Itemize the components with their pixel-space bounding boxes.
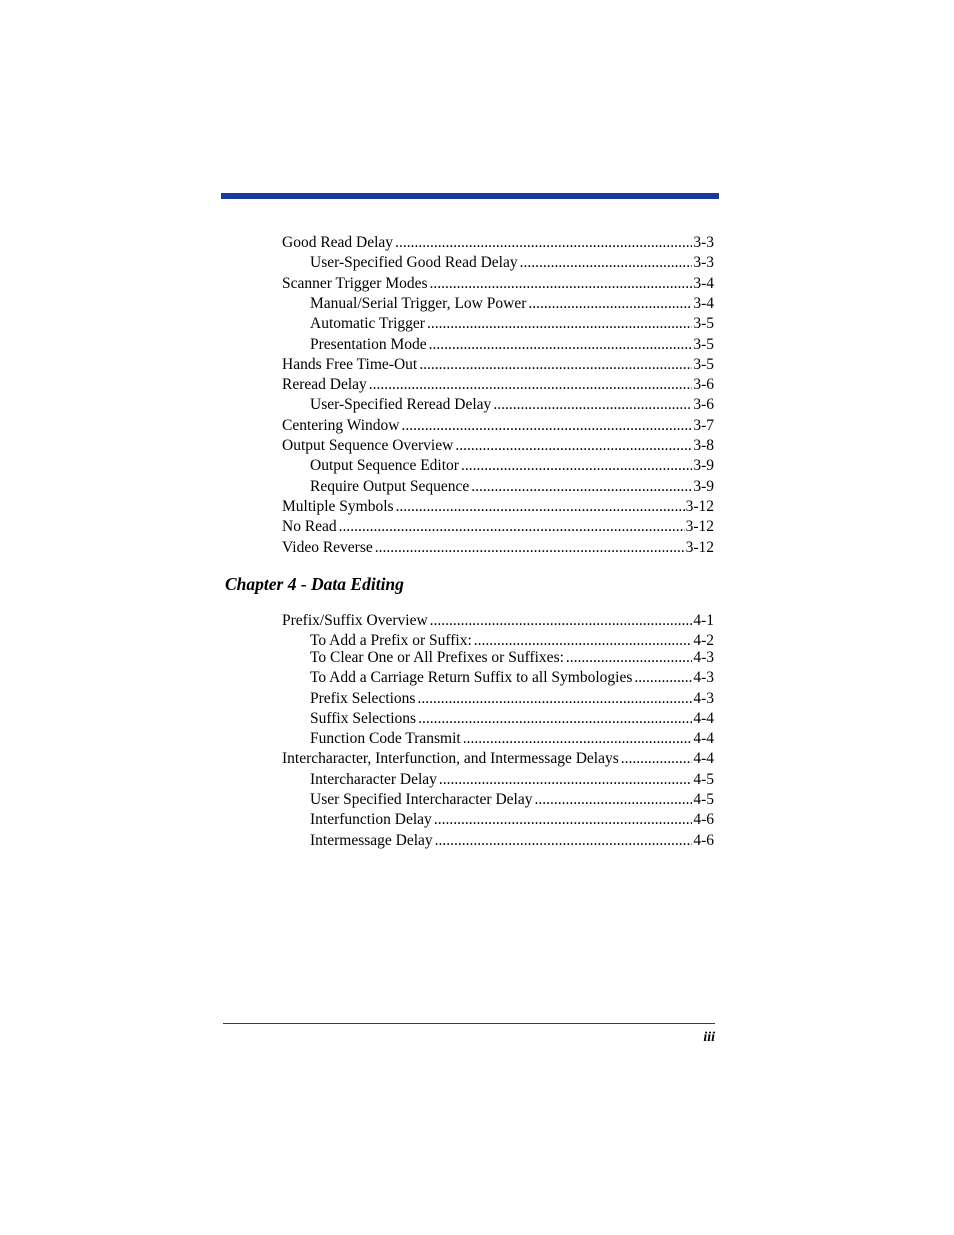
dot-leader [520, 253, 693, 273]
toc-entry-label: No Read [282, 518, 337, 536]
dot-leader [434, 810, 693, 830]
dot-leader [471, 477, 692, 497]
toc-entry-label: User Specified Intercharacter Delay [310, 791, 533, 808]
toc-entry-page: 3-4 [693, 274, 714, 292]
dot-leader [463, 729, 693, 749]
toc-entry-page: 3-12 [685, 518, 714, 536]
toc-entry[interactable] [310, 294, 714, 314]
toc-entry-page: 3-4 [693, 294, 714, 312]
dot-leader [418, 709, 692, 729]
toc-entry[interactable] [310, 456, 714, 476]
toc-entry-label: Suffix Selections [310, 710, 417, 727]
toc-entry-page: 3-8 [693, 437, 714, 454]
toc-entry-label: Scanner Trigger Modes [282, 274, 428, 292]
dot-leader [634, 668, 692, 688]
toc-entry-label: Multiple Symbols [282, 497, 394, 515]
toc-entry-page: 4-6 [693, 832, 714, 849]
toc-entry[interactable] [310, 729, 714, 749]
dot-leader [430, 274, 693, 294]
toc-entry-page: 4-5 [693, 771, 714, 788]
toc-entry[interactable] [310, 314, 714, 334]
toc-entry-page: 3-9 [693, 457, 714, 475]
toc-entry-label: Reread Delay [282, 376, 367, 394]
toc-entry-label: Output Sequence Editor [310, 457, 459, 475]
toc-entry-page: 4-3 [693, 690, 714, 707]
toc-entry-label: Good Read Delay [282, 234, 394, 251]
toc-entry-page: 4-6 [693, 811, 714, 828]
toc-entry-label: Automatic Trigger [310, 315, 425, 333]
toc-entry[interactable] [282, 749, 714, 769]
dot-leader [339, 517, 685, 537]
toc-entry[interactable] [310, 395, 714, 415]
dot-leader [401, 416, 692, 436]
toc-entry-page: 3-7 [693, 416, 714, 434]
page-number: iii [703, 1030, 715, 1045]
toc-entry[interactable] [282, 517, 714, 537]
toc-entry-label: Intermessage Delay [310, 832, 433, 849]
toc-entry[interactable] [310, 668, 714, 688]
dot-leader [566, 648, 692, 668]
toc-entry-page: 4-4 [693, 750, 714, 767]
toc-entry-page: 3-12 [685, 497, 714, 515]
dot-leader [493, 395, 692, 415]
dot-leader [396, 497, 685, 517]
toc-entry-page: 3-3 [693, 234, 714, 251]
toc-entry-page: 4-3 [693, 649, 714, 666]
dot-leader [429, 335, 693, 355]
toc-entry-label: To Add a Carriage Return Suffix to all Symbologies [310, 669, 633, 686]
toc-entry[interactable] [310, 253, 714, 273]
footer-rule [223, 1023, 715, 1024]
toc-entry[interactable] [310, 648, 714, 668]
toc-entry-label: Manual/Serial Trigger, Low Power [310, 294, 527, 312]
toc-entry-label: Require Output Sequence [310, 477, 470, 495]
toc-entry-page: 3-12 [685, 538, 714, 556]
dot-leader [430, 611, 693, 631]
toc-entry[interactable] [310, 831, 714, 851]
dot-leader [417, 689, 692, 709]
chapter-heading[interactable]: Chapter 4 - Data Editing [225, 574, 404, 594]
dot-leader [439, 770, 692, 790]
dot-leader [435, 831, 693, 851]
toc-entry-label: Centering Window [282, 416, 400, 434]
toc-entry-label: Intercharacter, Interfunction, and Intermessage Delays [282, 750, 619, 767]
toc-entry-page: 3-5 [693, 355, 714, 373]
dot-leader [461, 456, 692, 476]
toc-entry[interactable] [310, 790, 714, 810]
toc-entry-label: To Clear One or All Prefixes or Suffixes: [310, 649, 564, 666]
dot-leader [534, 790, 692, 810]
dot-leader [455, 436, 692, 456]
toc-entry[interactable] [282, 611, 714, 631]
toc-entry[interactable] [282, 274, 714, 294]
toc-entry[interactable] [310, 689, 714, 709]
toc-entry-label: Prefix/Suffix Overview [282, 612, 428, 629]
toc-entry-label: Prefix Selections [310, 690, 416, 707]
toc-entry[interactable] [310, 477, 714, 497]
toc-entry-label: User-Specified Reread Delay [310, 396, 492, 414]
toc-entry-label: To Add a Prefix or Suffix: [310, 632, 472, 649]
header-rule [221, 193, 719, 199]
toc-entry-label: Intercharacter Delay [310, 771, 437, 788]
toc-entry-page: 3-9 [693, 477, 714, 495]
toc-entry[interactable] [282, 416, 714, 436]
toc-entry-page: 4-4 [693, 710, 714, 727]
dot-leader [419, 355, 692, 375]
dot-leader [528, 294, 692, 314]
toc-entry-page: 3-5 [693, 315, 714, 333]
toc-entry-label: Presentation Mode [310, 335, 427, 353]
dot-leader [395, 233, 692, 253]
toc-entry-label: Output Sequence Overview [282, 437, 454, 454]
toc-entry[interactable] [310, 770, 714, 790]
toc-entry[interactable] [282, 436, 714, 456]
toc-entry[interactable] [282, 233, 714, 253]
toc-entry[interactable] [282, 497, 714, 517]
toc-entry[interactable] [282, 375, 714, 395]
dot-leader [621, 749, 693, 769]
toc-entry-page: 4-1 [693, 612, 714, 629]
toc-entry-page: 4-3 [693, 669, 714, 686]
toc-entry-page: 4-4 [693, 730, 714, 747]
dot-leader [369, 375, 693, 395]
toc-entry-page: 4-2 [693, 632, 714, 649]
toc-entry[interactable] [310, 810, 714, 830]
toc-entry[interactable] [310, 709, 714, 729]
toc-entry[interactable] [282, 355, 714, 375]
toc-entry-label: Interfunction Delay [310, 811, 432, 828]
toc-entry-page: 3-6 [693, 376, 714, 394]
toc-entry[interactable] [310, 335, 714, 355]
dot-leader [427, 314, 692, 334]
toc-entry-label: Hands Free Time-Out [282, 355, 418, 373]
toc-entry[interactable] [282, 538, 714, 558]
toc-entry-label: Function Code Transmit [310, 730, 461, 747]
dot-leader [375, 538, 685, 558]
toc-entry-page: 3-6 [693, 396, 714, 414]
toc-entry-page: 3-3 [693, 254, 714, 272]
toc-entry-page: 4-5 [693, 791, 714, 808]
toc-entry-label: Video Reverse [282, 538, 373, 556]
toc-entry-page: 3-5 [693, 335, 714, 353]
toc-entry-label: User-Specified Good Read Delay [310, 254, 518, 272]
